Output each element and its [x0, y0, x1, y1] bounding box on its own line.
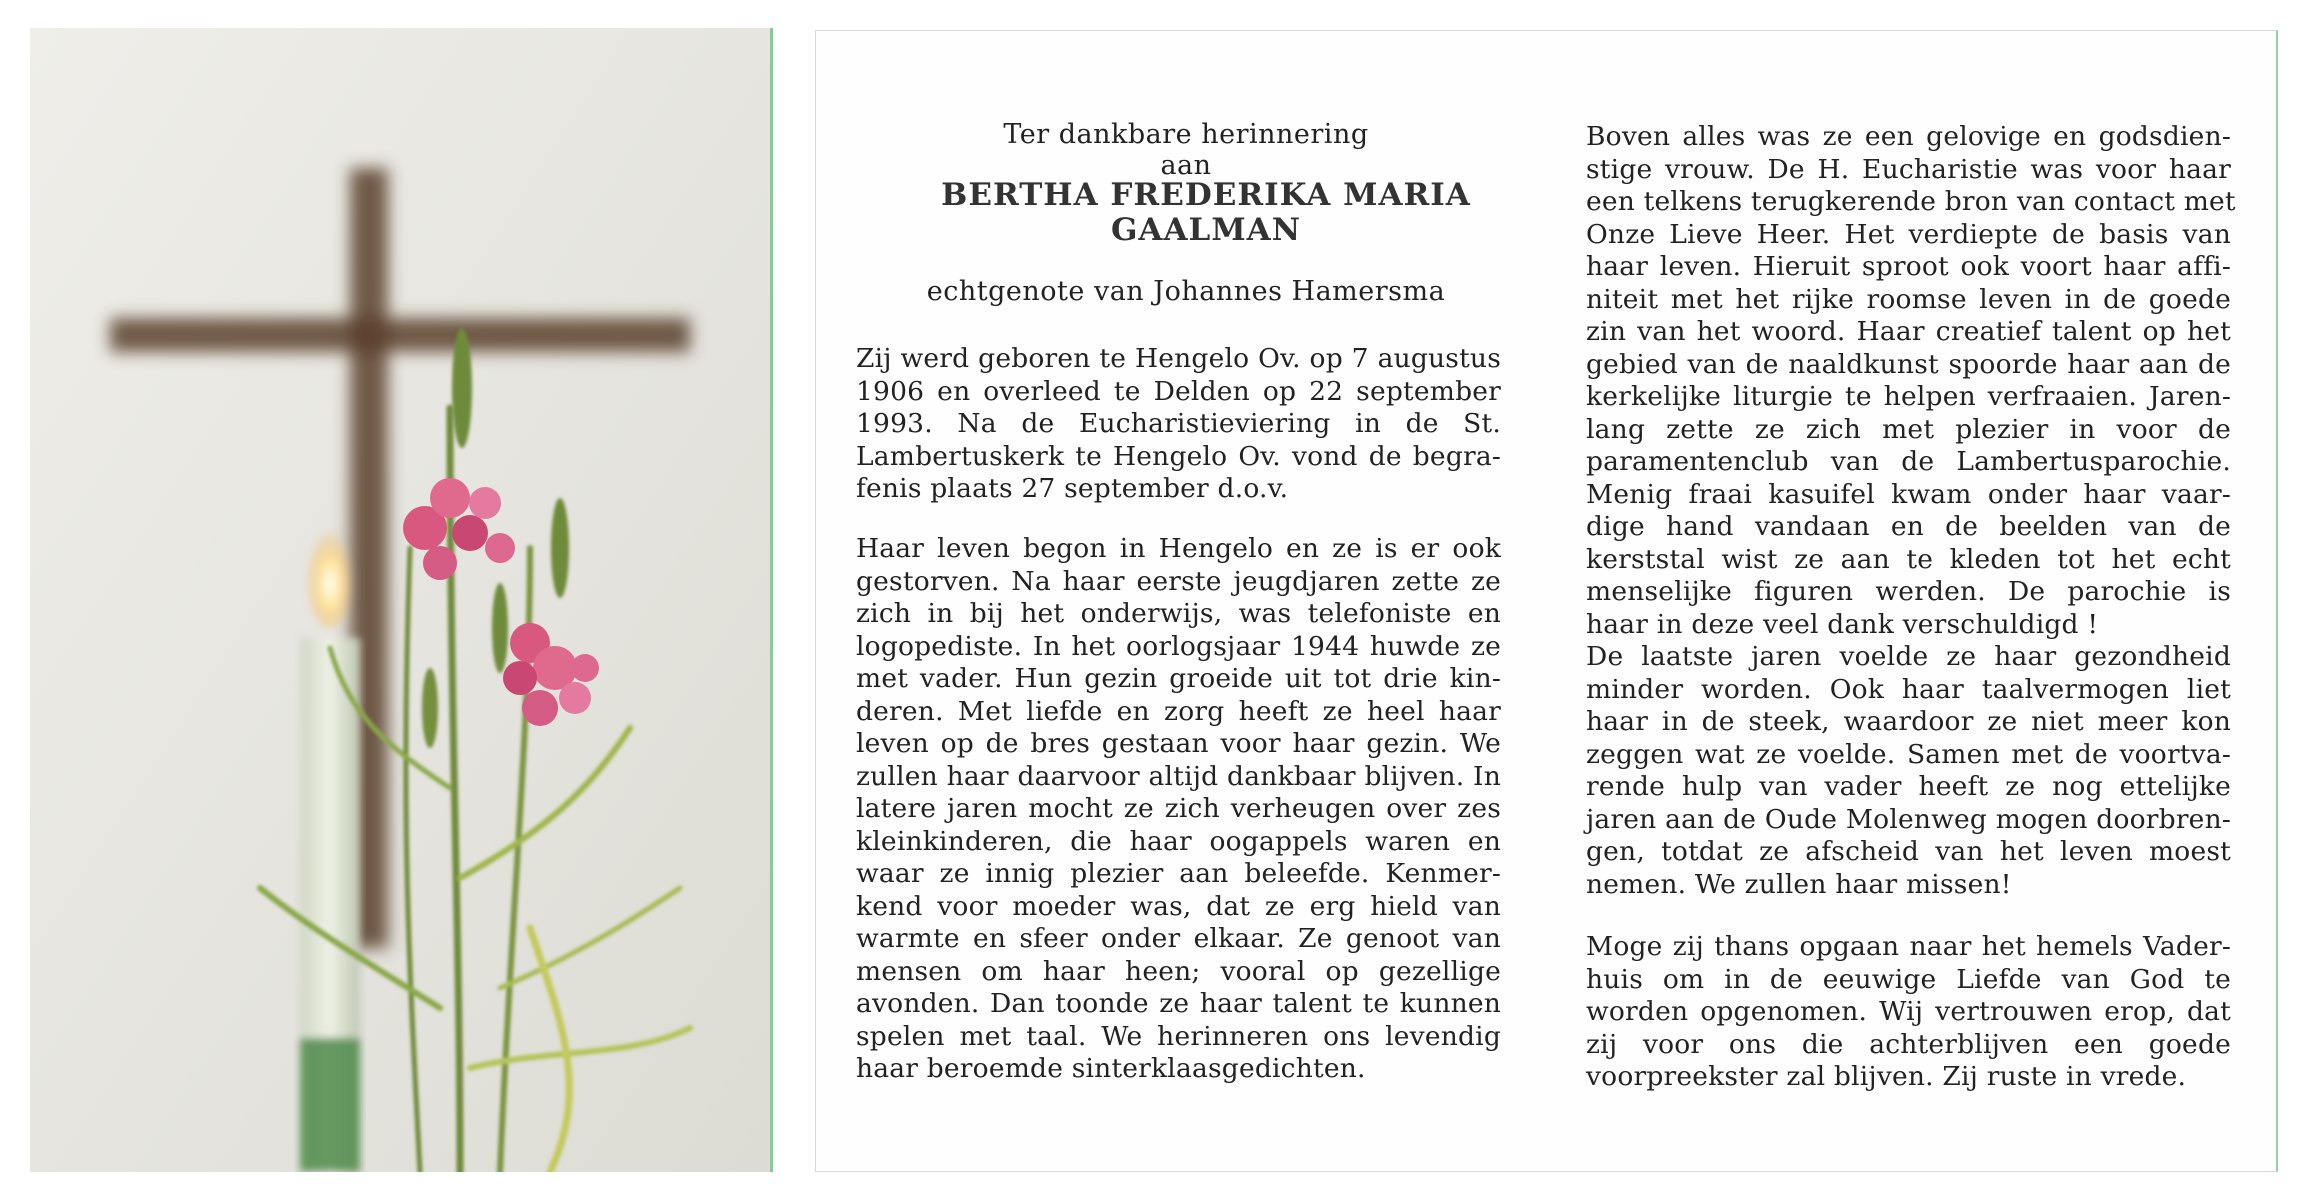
- text-line: kerststal wist ze aan te kleden tot het echt: [1586, 543, 2231, 575]
- text-line: nemen. We zullen haar missen!: [1586, 868, 2012, 900]
- text-line: avonden. Dan toonde ze haar talent te kunnen: [856, 988, 1501, 1019]
- text-line: voorpreekster zal blijven. Zij ruste in vrede.: [1586, 1061, 2187, 1092]
- text-line: kerkelijke liturgie te helpen verfraaien. Jaren-: [1586, 381, 2231, 412]
- text-line: menselijke figuren werden. De parochie is: [1586, 576, 2231, 607]
- text-line: lang zette ze zich met plezier in voor de: [1586, 413, 2231, 445]
- text-line: warmte en sfeer onder elkaar. Ze genoot van: [856, 923, 1501, 954]
- text-line: haar beroemde sinterklaasgedichten.: [856, 1053, 1366, 1084]
- deceased-name: [896, 178, 1516, 248]
- text-line: kend voor moeder was, dat ze erg hield van: [856, 890, 1501, 922]
- name-line-2: GAALMAN: [1110, 212, 1302, 248]
- memorial-photo: [30, 28, 773, 1172]
- text-line: leven op de bres gestaan voor haar gezin. We: [856, 728, 1501, 759]
- text-line: Boven alles was ze een gelovige en godsdien-: [1586, 121, 2231, 152]
- text-line: logopediste. In het oorlogsjaar 1944 huwde ze: [856, 630, 1501, 662]
- text-line: latere jaren mocht ze zich verheugen over zes: [856, 793, 1501, 824]
- text-line: jaren aan de Oude Molenweg mogen doorbren-: [1586, 803, 2231, 835]
- text-line: een telkens terugkerende bron van contact met: [1586, 186, 2236, 217]
- text-line: haar in de steek, waardoor ze niet meer kon: [1586, 706, 2231, 737]
- text-line: Zij werd geboren te Hengelo Ov. op 7 augustus: [856, 343, 1501, 374]
- text-line: minder worden. Ook haar taalvermogen liet: [1586, 673, 2231, 705]
- text-line: spelen met taal. We herinneren ons levendig: [856, 1020, 1501, 1052]
- text-line: met vader. Hun gezin groeide uit tot drie kin-: [856, 663, 1501, 694]
- text-line: haar in deze veel dank verschuldigd !: [1586, 608, 2099, 640]
- prayer-paragraph: [1586, 931, 2231, 1094]
- text-line: Lambertuskerk te Hengelo Ov. vond de begra-: [856, 440, 1501, 472]
- text-line: kleinkinderen, die haar oogappels waren en: [856, 825, 1501, 857]
- text-line: niteit met het rijke roomse leven in de goede: [1586, 283, 2231, 315]
- text-line: worden opgenomen. Wij vertrouwen erop, dat: [1586, 996, 2231, 1027]
- birth-paragraph: [856, 343, 1501, 506]
- text-line: zin van het woord. Haar creatief talent op het: [1586, 316, 2231, 347]
- text-line: gebied van de naaldkunst spoorde haar aan de: [1586, 348, 2231, 380]
- text-line: Menig fraai kasuifel kwam onder haar vaar-: [1586, 478, 2231, 510]
- text-line: paramentenclub van de Lambertusparochie.: [1586, 446, 2231, 477]
- text-line: zullen haar daarvoor altijd dankbaar blijven. In: [856, 760, 1501, 792]
- text-line: stige vrouw. De H. Eucharistie was voor haar: [1586, 153, 2231, 185]
- life-paragraph: [856, 533, 1501, 1086]
- intro-line: Ter dankbare herinnering aan: [1003, 119, 1369, 181]
- cross-candle-flowers-image: [30, 28, 770, 1172]
- spouse-line: echtgenote van Johannes Hamersma: [926, 276, 1446, 307]
- text-line: haar leven. Hieruit sproot ook voort haar affi-: [1586, 251, 2231, 282]
- text-line: 1906 en overleed te Delden op 22 september: [856, 375, 1501, 407]
- text-line: De laatste jaren voelde ze haar gezondheid: [1586, 641, 2231, 672]
- text-line: Haar leven begon in Hengelo en ze is er ook: [856, 533, 1501, 564]
- text-line: zeggen wat ze voelde. Samen met de voortva-: [1586, 738, 2231, 770]
- text-line: mensen om haar heen; vooral op gezellige: [856, 955, 1501, 987]
- text-line: waar ze innig plezier aan beleefde. Kenmer-: [856, 858, 1501, 889]
- memorial-text-card: [815, 30, 2278, 1172]
- text-line: dige hand vandaan en de beelden van de: [1586, 511, 2231, 542]
- text-line: rende hulp van vader heeft ze nog ettelijke: [1586, 771, 2231, 802]
- text-line: zich in bij het onderwijs, was telefoniste en: [856, 598, 1501, 629]
- text-line: 1993. Na de Eucharistieviering in de St.: [856, 408, 1501, 439]
- text-line: gen, totdat ze afscheid van het leven moest: [1586, 836, 2231, 867]
- text-line: Onze Lieve Heer. Het verdiepte de basis van: [1586, 218, 2231, 250]
- faith-paragraph: [1586, 121, 2236, 901]
- text-line: zij voor ons die achterblijven een goede: [1586, 1028, 2231, 1060]
- text-line: gestorven. Na haar eerste jeugdjaren zette ze: [856, 565, 1501, 597]
- text-line: deren. Met liefde en zorg heeft ze heel haar: [856, 695, 1501, 727]
- text-line: fenis plaats 27 september d.o.v.: [856, 473, 1289, 504]
- text-line: Moge zij thans opgaan naar het hemels Vader-: [1586, 931, 2231, 962]
- name-line-1: BERTHA FREDERIKA MARIA: [941, 177, 1471, 213]
- text-line: huis om in de eeuwige Liefde van God te: [1586, 963, 2231, 995]
